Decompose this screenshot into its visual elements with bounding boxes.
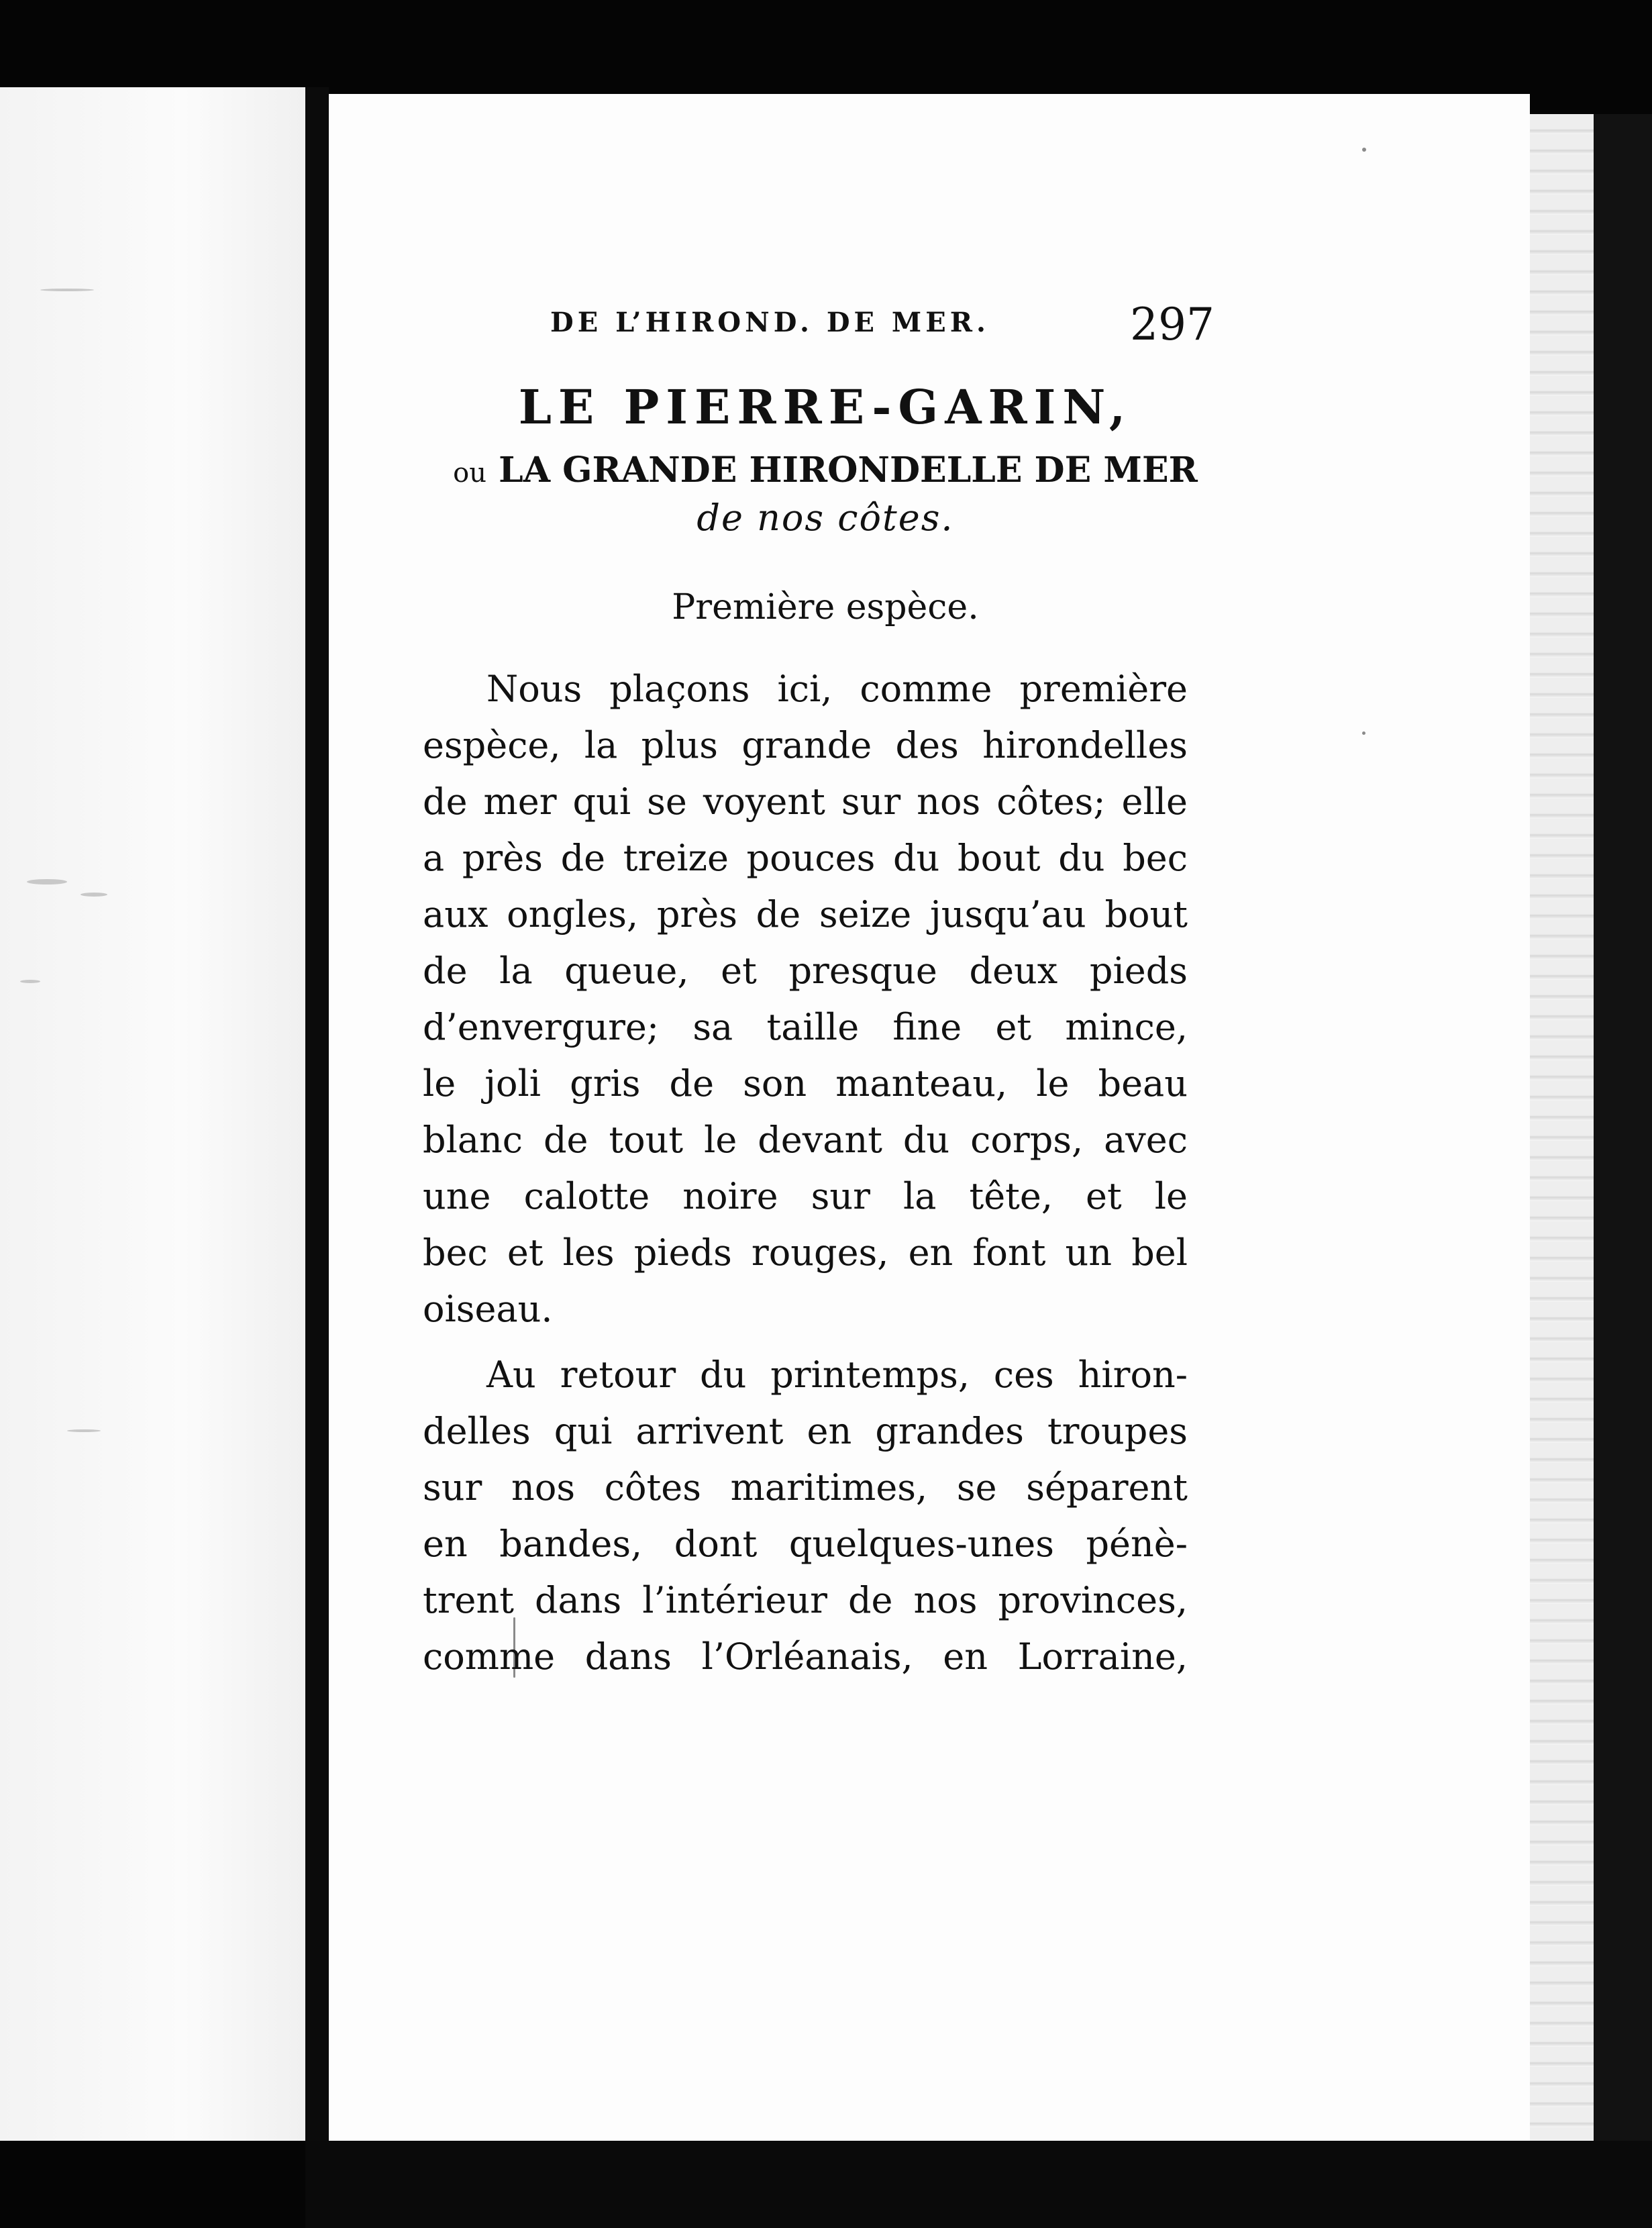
- text-line: espèce, la plus grande des hirondelles: [423, 724, 1188, 766]
- chapter-subtitle-italic: de nos côtes.: [696, 497, 954, 539]
- text-line: blanc de tout le devant du corps, avec: [423, 1119, 1188, 1161]
- text-line: Au retour du printemps, ces hiron-: [486, 1354, 1188, 1396]
- text-line: comme dans l’Orléanais, en Lorraine,: [423, 1635, 1188, 1678]
- species-heading: Première espèce.: [672, 587, 979, 627]
- page-number: 297: [1130, 299, 1215, 350]
- text-line: de mer qui se voyent sur nos côtes; elle: [423, 780, 1188, 823]
- scan-border-right: [1594, 114, 1652, 2228]
- text-line: bec et les pieds rouges, en font un bel: [423, 1231, 1188, 1274]
- book-gutter: [305, 87, 329, 2141]
- text-line: d’envergure; sa taille fine et mince,: [423, 1006, 1188, 1048]
- subtitle-conjunction: ou: [453, 458, 487, 489]
- text-line: Nous plaçons ici, comme première: [486, 668, 1188, 710]
- text-line: trent dans l’intérieur de nos provinces,: [423, 1579, 1188, 1621]
- chapter-title: LE PIERRE-GARIN,: [518, 379, 1133, 435]
- text-line: une calotte noire sur la tête, et le: [423, 1175, 1188, 1217]
- text-line: a près de treize pouces du bout du bec: [423, 837, 1188, 879]
- text-line: oiseau.: [423, 1288, 553, 1330]
- running-head-title: DE L’HIROND. DE MER.: [550, 307, 990, 338]
- subtitle-text: LA GRANDE HIRONDELLE DE MER: [499, 450, 1198, 491]
- text-line: sur nos côtes maritimes, se séparent: [423, 1466, 1188, 1509]
- running-head: [550, 299, 1215, 359]
- text-line: de la queue, et presque deux pieds: [423, 950, 1188, 992]
- text-line: aux ongles, près de seize jusqu’au bout: [423, 893, 1188, 935]
- facing-page: [0, 87, 305, 2141]
- chapter-subtitle: [429, 450, 1221, 491]
- text-line: delles qui arrivent en grandes troupes: [423, 1410, 1188, 1452]
- text-line: en bandes, dont quelques-unes pénè-: [423, 1523, 1188, 1565]
- scan-border-bottom: [305, 2141, 1652, 2228]
- text-line: le joli gris de son manteau, le beau: [423, 1062, 1188, 1105]
